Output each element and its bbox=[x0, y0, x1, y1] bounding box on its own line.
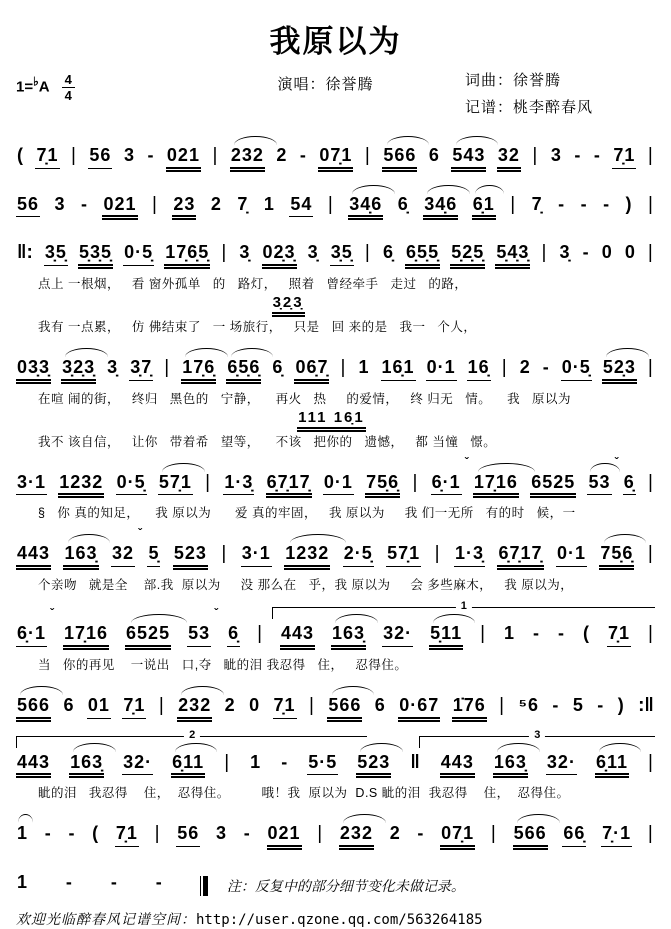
time-signature-top: 4 bbox=[62, 73, 75, 88]
note-token: 57̣1 bbox=[386, 543, 421, 567]
lyrics-row: 我有 一点累， 仿 佛结束了 一 场旅行， 只是 回 来的是 我一 个人， bbox=[38, 320, 477, 335]
note-token: - bbox=[580, 193, 588, 214]
note-token: 021 bbox=[267, 823, 302, 850]
score-line-3 bbox=[16, 232, 655, 335]
transcriber-credit: 记谱：桃李醉春风 bbox=[465, 99, 594, 116]
note-token: 3̣ bbox=[307, 242, 319, 263]
notes-row bbox=[16, 135, 655, 172]
note-token: 443 bbox=[16, 752, 51, 779]
bar-token: | bbox=[221, 242, 228, 264]
bar-token: | bbox=[647, 543, 654, 565]
note-token: 6̣ bbox=[397, 193, 409, 214]
note-token: 53 ˇ bbox=[587, 472, 611, 496]
note-token: 52̣3 bbox=[602, 357, 637, 384]
note-token: - bbox=[542, 357, 550, 378]
volta-number: 1 bbox=[456, 600, 472, 612]
note-token: 3̣5̣ bbox=[330, 242, 354, 266]
note-token: - bbox=[44, 823, 52, 844]
note-token: - bbox=[417, 823, 425, 844]
note-token: 7̣ bbox=[531, 193, 543, 214]
note-token: 3 bbox=[216, 823, 228, 844]
note-token: 7̣1 bbox=[607, 623, 631, 647]
composer-credit: 词曲：徐誉腾 bbox=[465, 72, 562, 89]
bar-token: | bbox=[647, 823, 654, 845]
note-token: 17̣6̣5̣ bbox=[164, 242, 210, 269]
bar-token: | bbox=[212, 145, 219, 166]
note-token: ( bbox=[17, 145, 24, 165]
score-line-6 bbox=[16, 533, 655, 593]
score-line-2 bbox=[16, 184, 655, 221]
note-token: - bbox=[552, 694, 560, 715]
alt-notes: 3̣2̣3̣ bbox=[272, 294, 305, 317]
note-token: 5̣2̣5̣ bbox=[450, 242, 485, 269]
notes-row bbox=[16, 533, 655, 570]
note-token: 3 bbox=[123, 145, 135, 165]
note-token: 32 bbox=[497, 145, 521, 172]
note-token: - bbox=[558, 193, 566, 214]
volta-number: 2 bbox=[184, 729, 200, 741]
note-token: 7̣ bbox=[237, 193, 249, 214]
key-prefix: 1= bbox=[16, 78, 34, 96]
bar-token: | bbox=[151, 193, 158, 215]
score-line-9 bbox=[16, 728, 655, 802]
note-token: 16̣ bbox=[467, 357, 491, 381]
note-token: 021 bbox=[102, 194, 137, 221]
score-line-4 bbox=[16, 347, 655, 450]
note-token: 566 bbox=[327, 695, 362, 722]
note-token: 6 bbox=[428, 145, 440, 165]
note-token: - bbox=[597, 694, 605, 715]
flat-sign: ♭ bbox=[33, 74, 39, 89]
note-token: 6 bbox=[63, 694, 75, 715]
note-token: 523 bbox=[356, 752, 391, 779]
note-token: 6525 bbox=[530, 472, 576, 499]
bar-token: | bbox=[647, 145, 654, 166]
rs-token: ‖: bbox=[17, 242, 33, 264]
bar-token: | bbox=[317, 823, 324, 845]
note-token: 232 bbox=[230, 145, 265, 172]
notes-row bbox=[16, 347, 655, 384]
score-line-11 bbox=[16, 862, 655, 893]
note-token: 523 bbox=[173, 543, 208, 570]
note-token: 6̣7̣17̣ bbox=[497, 543, 543, 570]
note-token: - bbox=[147, 145, 155, 165]
note-token: 56 bbox=[176, 823, 200, 847]
note-token: 1·3̣ bbox=[454, 543, 485, 567]
note-token: 7̣1 bbox=[122, 695, 146, 719]
score-line-1 bbox=[16, 135, 655, 172]
time-signature bbox=[62, 73, 75, 102]
bar-token: | bbox=[647, 623, 654, 645]
note-token: 56 bbox=[88, 145, 112, 169]
note-token: 6̣·1 ˇ bbox=[431, 472, 462, 496]
score-footnote: 注：反复中的部分细节变化未做记录。 bbox=[226, 879, 465, 895]
note-token: 2 bbox=[519, 357, 531, 378]
note-token: 0·1 bbox=[323, 472, 354, 496]
notes-row bbox=[16, 184, 655, 221]
note-token: - bbox=[65, 871, 73, 892]
note-token: 32· bbox=[122, 752, 153, 776]
note-token: 3 bbox=[54, 193, 66, 214]
note-token: 1 bbox=[504, 623, 516, 644]
note-token: - bbox=[603, 193, 611, 214]
note-token: 3̣2̣3̣ bbox=[61, 357, 96, 384]
note-token: 6̣5̣6̣ bbox=[226, 357, 261, 384]
bar-token: | bbox=[71, 145, 77, 166]
note-token: 232 bbox=[339, 823, 374, 850]
note-token: 021 bbox=[166, 145, 201, 172]
note-token: - bbox=[80, 193, 88, 214]
note-token: 6 bbox=[374, 694, 386, 715]
note-token: 6̣ bbox=[272, 357, 284, 378]
note-token: 0 bbox=[601, 242, 613, 263]
bar-token: | bbox=[412, 471, 419, 493]
bar-token: | bbox=[327, 193, 334, 215]
note-token: 0·67 bbox=[398, 695, 440, 722]
bar-token: | bbox=[164, 357, 171, 379]
note-token: - bbox=[243, 823, 251, 844]
bar-token: | bbox=[490, 823, 497, 845]
note-token: 7̣1 bbox=[273, 695, 297, 719]
sheet-music-page bbox=[16, 16, 655, 929]
bar-token: | bbox=[532, 145, 539, 166]
note-token: 1·3̣ bbox=[223, 472, 254, 496]
note-token: 6̣5̣5̣ bbox=[405, 242, 440, 269]
note-token: 75̣6̣ bbox=[365, 472, 400, 499]
note-token: - bbox=[110, 871, 118, 892]
key-note: A bbox=[38, 78, 50, 96]
lyrics-row: § 你 真的知足， 我 原以为 爱 真的牢固， 我 原以为 我 们一无所 有的时 候，一 bbox=[38, 506, 576, 521]
note-token: 03̣3̣ bbox=[16, 357, 51, 384]
note-token: 5̣3̣5̣ bbox=[78, 242, 113, 269]
note-token: 443 bbox=[16, 543, 51, 570]
alt-notes: 111 16̣1 bbox=[297, 409, 366, 432]
note-token: 57̣1 bbox=[158, 472, 193, 496]
note-token: 6̣·1 ˇ bbox=[16, 623, 47, 647]
note-token: 566 bbox=[513, 823, 548, 850]
note-token: 6̣7̣17̣ bbox=[266, 472, 312, 499]
note-token: 2 bbox=[389, 823, 401, 844]
note-token: 0·1 bbox=[426, 357, 457, 381]
note-token: 34̣6 bbox=[348, 194, 383, 221]
note-token: 543 bbox=[451, 145, 486, 172]
score-lines bbox=[16, 135, 655, 893]
note-token: 16̣1 bbox=[381, 357, 416, 381]
bar-token: | bbox=[647, 357, 654, 379]
note-token: 53 ˇ bbox=[187, 623, 211, 647]
note-token: 02̣3̣ bbox=[262, 242, 297, 269]
score-line-7 bbox=[16, 600, 655, 673]
note-token: - bbox=[582, 242, 590, 263]
note-token: ⁵6 bbox=[518, 694, 539, 715]
bar-token: | bbox=[648, 471, 654, 493]
note-token: 32· bbox=[546, 752, 577, 776]
bar-token: | bbox=[154, 823, 161, 845]
note-token: 75̣6̣ bbox=[599, 543, 634, 570]
notes-row bbox=[16, 685, 655, 722]
bar-token: | bbox=[364, 145, 371, 166]
note-token: - bbox=[68, 823, 76, 844]
bar-token: | bbox=[257, 623, 264, 645]
note-token: 443 bbox=[440, 752, 475, 779]
note-token: - bbox=[281, 751, 289, 772]
note-token: 32· bbox=[382, 623, 413, 647]
bar-token: | bbox=[648, 193, 654, 215]
note-token: 6̣11 bbox=[171, 752, 205, 779]
note-token: 56 bbox=[16, 194, 40, 218]
note-token: 7̣1 bbox=[612, 145, 636, 169]
alt-notes-row bbox=[16, 407, 655, 427]
note-token: - bbox=[299, 145, 307, 165]
note-token: 1̇76 bbox=[452, 695, 487, 722]
note-token: 7̣1 bbox=[35, 145, 59, 169]
lyrics-row: 当 你的再见 一说出 口,夺 眦的泪 我忍得 住， 忍得住。 bbox=[38, 657, 408, 672]
note-token: 07̣1 bbox=[440, 823, 475, 850]
notes-row bbox=[16, 862, 208, 893]
note-token: 1232 bbox=[284, 543, 330, 570]
bar-token: | bbox=[221, 543, 228, 565]
note-token: 0·5̣ bbox=[561, 357, 592, 381]
lyrics-row: 在喧 闹的街， 终归 黑色的 宁静， 再火 热 的爱情， 终 归无 情。 我 原以为 bbox=[38, 391, 572, 406]
note-token: 17̣16 bbox=[63, 623, 109, 650]
note-token: 0 bbox=[249, 694, 261, 715]
note-token: ) bbox=[617, 694, 625, 715]
bar-token: | bbox=[364, 242, 371, 264]
note-token: 232 bbox=[177, 695, 212, 722]
note-token: 66̣ bbox=[562, 823, 586, 847]
note-token: 32 ˇ bbox=[111, 543, 135, 567]
bar-token: | bbox=[224, 751, 231, 773]
note-token: 566 bbox=[16, 695, 51, 722]
score-line-5 bbox=[16, 462, 655, 522]
note-token: 1 bbox=[358, 357, 370, 378]
lyrics-row: 眦的泪 我忍得 住， 忍得住。 哦！我 原以为 D.S 眦的泪 我忍得 住， 忍得住。 bbox=[38, 786, 570, 801]
note-token: 0 bbox=[624, 242, 636, 263]
note-token: 1 bbox=[250, 751, 262, 772]
notes-row bbox=[16, 813, 655, 850]
note-token: - bbox=[574, 145, 582, 165]
note-token: 3̣5̣ bbox=[44, 242, 68, 266]
note-token: 6̣ bbox=[623, 472, 636, 496]
note-token: 1 bbox=[17, 871, 29, 892]
note-token: 54 bbox=[289, 194, 313, 218]
note-token: 6̣ bbox=[382, 242, 394, 263]
note-token: 3̣ bbox=[107, 357, 119, 378]
bar-token: | bbox=[434, 543, 441, 565]
note-token: 443 bbox=[280, 623, 315, 650]
note-token: 07̣1 bbox=[318, 145, 353, 172]
key-signature bbox=[16, 69, 186, 102]
final-token bbox=[200, 876, 208, 896]
note-token: 7̣·1 bbox=[601, 823, 632, 847]
note-token: 6̣ bbox=[227, 623, 240, 647]
note-token: 163̣ bbox=[331, 623, 366, 650]
bar-token: | bbox=[510, 193, 517, 215]
note-token: 3 bbox=[550, 145, 562, 165]
note-token: 566 bbox=[382, 145, 417, 172]
note-token: 2 bbox=[224, 694, 236, 715]
meta-row bbox=[16, 69, 655, 123]
note-token: ( bbox=[582, 623, 590, 644]
note-token: 1 bbox=[263, 193, 275, 214]
note-token: 0·5̣ bbox=[116, 472, 147, 496]
score-line-10 bbox=[16, 813, 655, 850]
bar-token: | bbox=[480, 623, 487, 645]
note-token: - bbox=[533, 623, 541, 644]
note-token: 01 bbox=[87, 695, 111, 719]
bar-token: | bbox=[340, 357, 347, 379]
note-token: 5̣11 bbox=[429, 623, 463, 650]
note-token: 0·1 bbox=[556, 543, 587, 567]
footer bbox=[16, 909, 655, 929]
notes-row bbox=[16, 232, 655, 269]
lyrics-row: 点上 一根烟， 看 窗外孤单 的 路灯， 照着 曾经牵手 走过 的路， bbox=[38, 277, 468, 292]
note-token: 6525 bbox=[125, 623, 171, 650]
song-title: 我原以为 bbox=[269, 24, 402, 59]
notes-row bbox=[16, 462, 655, 499]
lyrics-row: 个亲吻 就是全 部.我 原以为 没 那么在 乎，我 原以为 会 多些麻木， 我 原以为， bbox=[38, 578, 574, 593]
note-token: 1 bbox=[17, 823, 29, 844]
note-token: 0·5̣ bbox=[123, 242, 154, 266]
score-line-8 bbox=[16, 685, 655, 722]
note-token: 5 bbox=[572, 694, 584, 715]
footer-url: http://user.qzone.qq.com/563264185 bbox=[196, 911, 483, 928]
note-token: 3̣7̣ bbox=[129, 357, 153, 381]
note-token: 1232 bbox=[58, 472, 104, 499]
dbl-token: ‖ bbox=[410, 751, 421, 773]
footer-label: 欢迎光临醉春风记谱空间： bbox=[16, 912, 196, 928]
note-token: ) bbox=[625, 193, 633, 214]
note-token: 163̣ bbox=[63, 543, 98, 570]
note-token: 5̣4̣3̣ bbox=[495, 242, 530, 269]
singer-credit: 演唱：徐誉腾 bbox=[277, 76, 374, 93]
note-token: - bbox=[558, 623, 565, 644]
bar-token: | bbox=[648, 751, 654, 773]
note-token: 2 bbox=[276, 145, 288, 165]
bar-token: | bbox=[308, 694, 315, 716]
note-token: 23 bbox=[172, 194, 196, 221]
note-token: 17̣6̣ bbox=[181, 357, 216, 384]
bar-token: | bbox=[205, 471, 212, 493]
note-token: 34̣6 bbox=[423, 194, 458, 221]
note-token: 6̣1 bbox=[472, 194, 496, 221]
note-token: 3̣ bbox=[559, 242, 571, 263]
bar-token: | bbox=[647, 242, 654, 264]
bar-token: | bbox=[158, 694, 165, 716]
note-token: 17̣16 bbox=[473, 472, 519, 499]
note-token: - bbox=[155, 871, 163, 892]
note-token: 3·1 bbox=[241, 543, 272, 567]
time-signature-bottom: 4 bbox=[64, 88, 72, 103]
note-token: 6̣11 bbox=[595, 752, 629, 779]
note-token: 3·1 bbox=[16, 472, 47, 496]
note-token: 163̣ bbox=[69, 752, 104, 779]
lyrics-row: 我不 该自信， 让你 带着希 望等， 不该 把你的 遗憾， 都 当憧 憬。 bbox=[38, 434, 497, 449]
re-token: :‖ bbox=[638, 694, 654, 716]
note-token: 06̣7̣ bbox=[294, 357, 329, 384]
note-token: 163̣ bbox=[493, 752, 528, 779]
note-token: 5·5 bbox=[307, 752, 338, 776]
note-token: 2 bbox=[210, 193, 222, 214]
note-token: 3̣ bbox=[239, 242, 251, 263]
alt-notes-row bbox=[16, 292, 655, 312]
note-token: 5̣ bbox=[147, 543, 160, 567]
credits-column bbox=[465, 69, 655, 123]
note-token: 7̣1 bbox=[115, 823, 139, 847]
note-token: - bbox=[593, 145, 601, 165]
note-token: 2·5̣ bbox=[343, 543, 374, 567]
bar-token: | bbox=[501, 357, 508, 379]
volta-number: 3 bbox=[529, 729, 545, 741]
note-token: ( bbox=[92, 823, 100, 844]
bar-token: | bbox=[541, 242, 548, 264]
bar-token: | bbox=[499, 694, 506, 716]
